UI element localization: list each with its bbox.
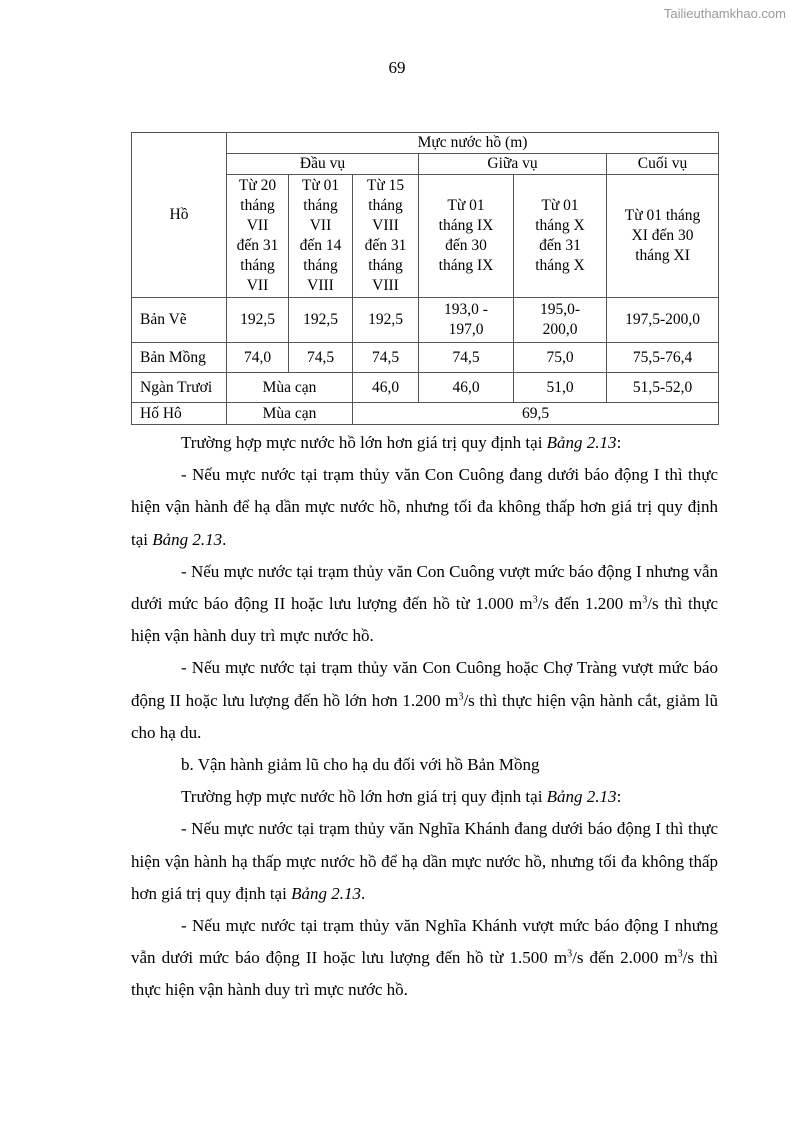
table-cell: 75,5-76,4: [607, 343, 719, 373]
table-cell: 51,5-52,0: [607, 373, 719, 403]
water-level-table: [131, 132, 719, 425]
superscript: 3: [642, 594, 648, 606]
period-line: đến 30: [445, 237, 487, 254]
text-run: - Nếu mực nước tại trạm thủy văn Con Cuông đang dưới báo động I thì thực hiện vận hành để hạ dần mực nước hồ, nhưng tối đa không thấp hơn giá trị quy định tại: [131, 465, 718, 549]
table-row: [132, 343, 719, 373]
table-cell: 192,5: [353, 298, 419, 343]
period-line: tháng IX: [438, 217, 494, 234]
period-line: đến 31: [364, 237, 407, 254]
period-line: tháng: [240, 197, 275, 214]
period-header: [353, 175, 419, 298]
table-cell: 46,0: [353, 373, 419, 403]
cell-line: 195,0-: [539, 301, 581, 318]
text-run: .: [360, 883, 366, 903]
period-header: [607, 175, 719, 298]
cell-line: 197,0: [448, 321, 484, 338]
header-giua-vu: Giữa vụ: [419, 154, 607, 175]
body-text: [131, 427, 718, 1007]
period-line: VIII: [372, 217, 399, 234]
period-line: tháng XI: [635, 247, 690, 264]
paragraph: [131, 556, 718, 653]
period-line: Từ 01: [447, 197, 485, 214]
paragraph: [131, 427, 718, 459]
text-run: .: [222, 529, 227, 549]
header-cuoi-vu: Cuối vụ: [607, 154, 719, 175]
period-line: tháng X: [535, 257, 585, 274]
text-run: :: [616, 433, 622, 452]
text-run: - Nếu mực nước tại trạm thủy văn Nghĩa Khánh vượt mức báo động I nhưng vẫn dưới mức báo động II hoặc lưu lượng đến hồ từ 1.500 m: [131, 916, 718, 968]
text-run: /s thì thực hiện vận hành cắt, giảm lũ cho hạ du.: [131, 690, 719, 742]
table-cell: [419, 298, 514, 343]
page-number: 69: [388, 58, 406, 77]
paragraph: [131, 910, 718, 1007]
table-reference: Bảng 2.13: [546, 433, 617, 452]
period-line: Từ 20: [238, 177, 277, 194]
table-row: [132, 403, 719, 425]
table-cell: 51,0: [514, 373, 607, 403]
period-line: tháng: [368, 197, 403, 214]
text-run: Trường hợp mực nước hồ lớn hơn giá trị quy định tại: [181, 787, 547, 807]
table-cell: 69,5: [353, 403, 719, 425]
table-cell: 46,0: [419, 373, 514, 403]
reservoir-name: Ngàn Trươi: [132, 373, 227, 403]
period-line: Từ 01 tháng: [624, 207, 701, 224]
table-cell: 192,5: [227, 298, 289, 343]
superscript: 3: [458, 690, 464, 702]
table-row: [132, 373, 719, 403]
superscript: 3: [532, 594, 538, 606]
table-row: [132, 298, 719, 343]
header-dau-vu: Đầu vụ: [227, 154, 419, 175]
cell-line: 200,0: [542, 321, 578, 338]
paragraph: [131, 813, 718, 910]
header-ho: Hồ: [132, 133, 227, 298]
period-line: đến 31: [236, 237, 279, 254]
period-line: đến 31: [539, 237, 581, 254]
period-header: [419, 175, 514, 298]
period-line: Từ 01: [301, 177, 340, 194]
period-line: VII: [309, 217, 332, 234]
text-run: /s thì thực hiện vận hành duy trì mực nước hồ.: [131, 948, 719, 1000]
table-reference: Bảng 2.13: [152, 529, 223, 549]
period-line: tháng: [303, 257, 338, 274]
table-cell: [514, 298, 607, 343]
period-line: tháng: [240, 257, 275, 274]
period-line: tháng: [368, 257, 403, 274]
superscript: 3: [677, 948, 683, 960]
period-line: tháng IX: [438, 257, 494, 274]
table-cell: 75,0: [514, 343, 607, 373]
period-line: VIII: [307, 277, 334, 294]
reservoir-name: Bản Vẽ: [132, 298, 227, 343]
table-cell: 74,5: [289, 343, 353, 373]
table-cell: Mùa cạn: [227, 373, 353, 403]
period-line: VII: [246, 277, 269, 294]
reservoir-name: Hố Hô: [132, 403, 227, 425]
reservoir-name: Bản Mồng: [132, 343, 227, 373]
period-header: [227, 175, 289, 298]
superscript: 3: [567, 948, 573, 960]
table-cell: Mùa cạn: [227, 403, 353, 425]
period-line: VIII: [372, 277, 399, 294]
period-line: Từ 01: [541, 197, 579, 214]
text-run: - Nếu mực nước tại trạm thủy văn Nghĩa Khánh đang dưới báo động I thì thực hiện vận hành hạ thấp mực nước hồ để hạ dần mực nước hồ, nhưng tối đa không thấp hơn giá trị quy định tại: [131, 819, 718, 903]
period-header: [514, 175, 607, 298]
text-run: /s thì thực hiện vận hành duy trì mực nước hồ.: [131, 594, 718, 646]
watermark: Tailieuthamkhao.com: [663, 6, 786, 21]
period-line: XI đến 30: [631, 227, 694, 244]
period-line: tháng X: [535, 217, 585, 234]
table-cell: 74,0: [227, 343, 289, 373]
paragraph: [131, 652, 718, 749]
table-cell: 74,5: [419, 343, 514, 373]
table-cell: 197,5-200,0: [607, 298, 719, 343]
text-run: /s đến 2.000 m: [572, 948, 678, 968]
section-heading: b. Vận hành giảm lũ cho hạ du đối với hồ Bản Mồng: [181, 755, 540, 775]
period-line: VII: [246, 217, 269, 234]
text-run: - Nếu mực nước tại trạm thủy văn Con Cuông vượt mức báo động I nhưng vẫn dưới mức báo động II hoặc lưu lượng đến hồ từ 1.000 m: [131, 561, 718, 614]
cell-line: 193,0 -: [444, 301, 488, 318]
table-reference: Bảng 2.13: [291, 883, 361, 903]
header-muc-nuoc: Mực nước hồ (m): [227, 133, 719, 154]
text-run: Trường hợp mực nước hồ lớn hơn giá trị quy định tại: [181, 433, 547, 452]
period-line: đến 14: [299, 237, 342, 254]
table-cell: 192,5: [289, 298, 353, 343]
text-run: :: [616, 787, 622, 807]
paragraph: [131, 781, 718, 813]
table-cell: 74,5: [353, 343, 419, 373]
text-run: - Nếu mực nước tại trạm thủy văn Con Cuông hoặc Chợ Tràng vượt mức báo động II hoặc lưu lượng đến hồ lớn hơn 1.200 m: [131, 658, 718, 710]
period-line: Từ 15: [366, 177, 405, 194]
period-header: [289, 175, 353, 298]
text-run: /s đến 1.200 m: [537, 594, 643, 614]
period-line: tháng: [303, 197, 338, 214]
table-reference: Bảng 2.13: [546, 787, 617, 807]
paragraph: [131, 459, 718, 556]
